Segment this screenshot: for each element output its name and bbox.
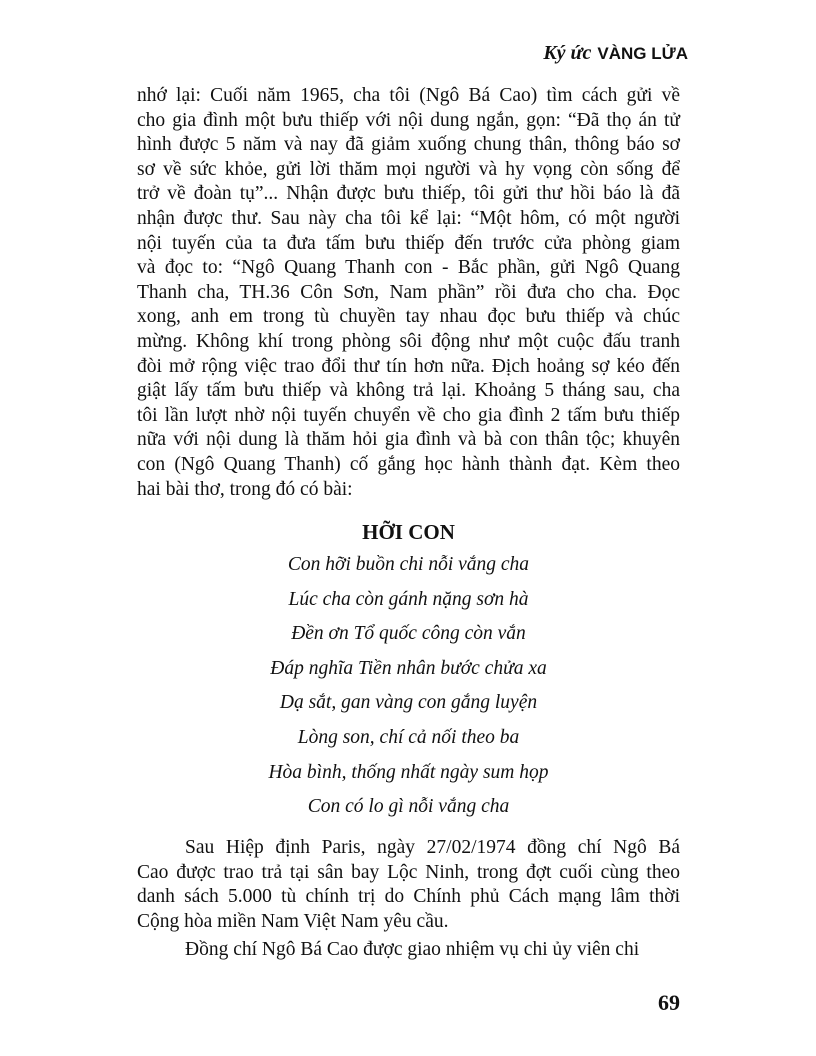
text-line: nữa với nội dung là thăm hỏi gia đình và bà con thân tộc; khuyên	[137, 429, 680, 451]
text-line: hình được 5 năm và nay đã giảm xuống chung thân, thông báo sơ	[137, 134, 680, 156]
paragraph-3	[137, 938, 680, 963]
series-title: VÀNG LỬA	[597, 44, 688, 63]
text-line: hai bài thơ, trong đó có bài:	[137, 478, 353, 500]
text-line: Đồng chí Ngô Bá Cao được giao nhiệm vụ chi ủy viên chi	[185, 939, 640, 960]
text-line: giật lấy tấm bưu thiếp và không trả lại. Khoảng 5 tháng sau, cha	[137, 380, 680, 402]
poem-line: Đáp nghĩa Tiền nhân bước chửa xa	[270, 657, 547, 679]
poem-line: Đền ơn Tổ quốc công còn vắn	[291, 623, 526, 645]
text-line: sơ về sức khỏe, gửi lời thăm mọi người và hy vọng còn sống để	[137, 158, 680, 180]
text-line: tôi lần lượt nhờ nội tuyến chuyển về cho gia đình 2 tấm bưu thiếp	[137, 404, 680, 426]
running-header	[543, 42, 688, 65]
text-line: Cao được trao trả tại sân bay Lộc Ninh, trong đợt cuối cùng theo	[137, 861, 680, 883]
text-line: nhận được thư. Sau này cha tôi kể lại: “Một hôm, có một người	[137, 207, 680, 229]
poem-line: Con hỡi buồn chi nỗi vắng cha	[287, 554, 530, 575]
poem	[137, 548, 680, 825]
text-line: Thanh cha, TH.36 Côn Sơn, Nam phần” rồi đưa cho cha. Đọc	[137, 281, 680, 303]
text-line: và đọc to: “Ngô Quang Thanh con - Bắc phần, gửi Ngô Quang	[137, 257, 680, 279]
paragraph-1	[137, 84, 680, 502]
text-line: con (Ngô Quang Thanh) cố gắng học hành thành đạt. Kèm theo	[137, 453, 680, 475]
poem-line: Dạ sắt, gan vàng con gắng luyện	[279, 692, 538, 714]
text-line: Cộng hòa miền Nam Việt Nam yêu cầu.	[137, 910, 449, 932]
text-line: cho gia đình một bưu thiếp với nội dung ngắn, gọn: “Đã thọ án tử	[137, 109, 680, 131]
poem-title: HỠI CON	[362, 520, 455, 544]
text-line: Sau Hiệp định Paris, ngày 27/02/1974 đồng chí Ngô Bá	[185, 837, 680, 858]
page-number: 69	[658, 990, 680, 1015]
series-script: Ký ức	[543, 42, 592, 64]
text-line: trở về đoàn tụ”... Nhận được bưu thiếp, tôi gửi thư hồi báo là đã	[137, 183, 680, 205]
text-line: nội tuyến của ta đưa tấm bưu thiếp đến trước cửa phòng giam	[137, 232, 680, 254]
poem-line: Con có lo gì nỗi vắng cha	[307, 796, 510, 818]
poem-line: Lúc cha còn gánh nặng sơn hà	[288, 588, 529, 610]
text-line: xong, anh em trong tù chuyền tay nhau đọc bưu thiếp và chúc	[137, 306, 680, 328]
text-line: nhớ lại: Cuối năm 1965, cha tôi (Ngô Bá Cao) tìm cách gửi về	[137, 85, 680, 106]
text-line: mừng. Không khí trong phòng sôi động như một cuộc đấu tranh	[137, 330, 680, 352]
paragraph-2	[137, 836, 680, 934]
text-line: danh sách 5.000 tù chính trị do Chính phủ Cách mạng lâm thời	[137, 886, 680, 908]
poem-line: Lòng son, chí cả nối theo ba	[297, 726, 520, 748]
text-line: đòi mở rộng việc trao đổi thư tín hơn nữa. Địch hoảng sợ kéo đến	[137, 355, 680, 377]
poem-line: Hòa bình, thống nhất ngày sum họp	[268, 761, 549, 783]
